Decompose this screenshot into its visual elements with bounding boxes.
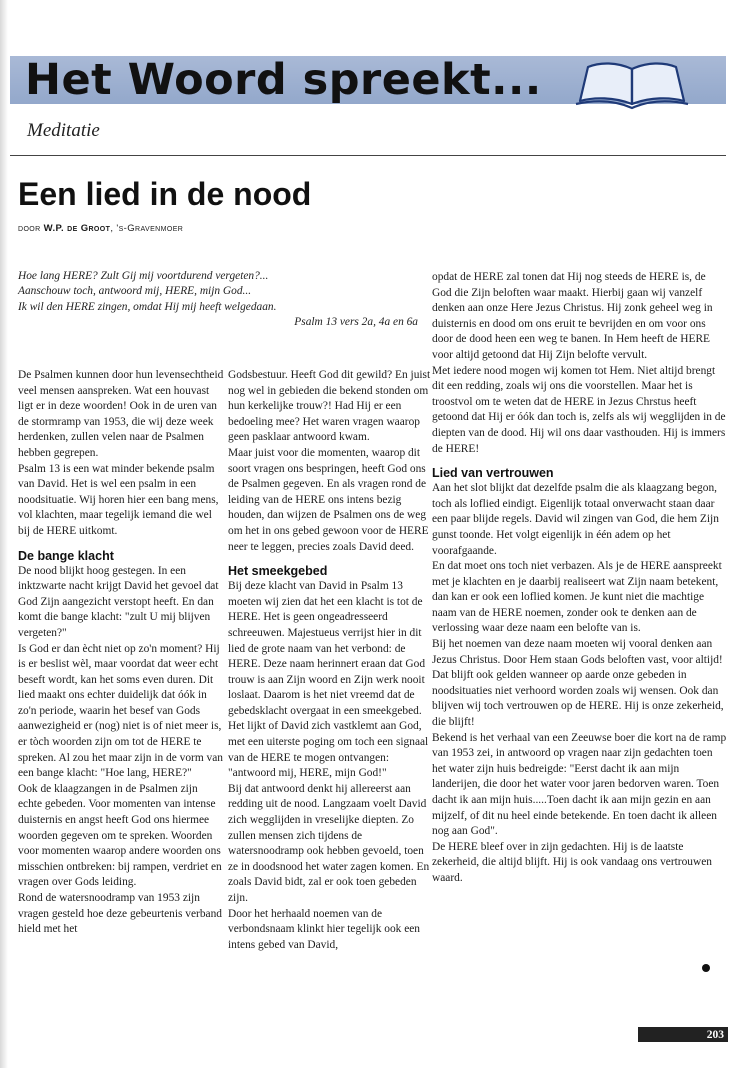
epigraph-line: Ik wil den HERE zingen, omdat Hij mij heeft welgedaan. (18, 300, 277, 313)
column-1 (18, 368, 224, 938)
paragraph: Bij deze klacht van David in Psalm 13 moeten wij zien dat het een klacht is tot de HERE. Het is geen ongeadresseerd schreeuwen. Majestueus verrijst hier in dit lied de grote naam van het verbond: de HERE. Deze naam herinnert eraan dat God trouw is aan Zijn woord en Zijn werk nooit loslaat. Daarom is het niet vreemd dat de gebedsklacht overgaat in een smeekgebed. Het lijkt of David zich vastklemt aan God, met een uiterste poging om toch een signaal van de HERE te mogen ontvangen: "antwoord mij, HERE, mijn God!" (228, 580, 429, 780)
paragraph: En dat moet ons toch niet verbazen. Als je de HERE aanspreekt met je klachten en je daarbij realiseert wat Zijn naam betekent, dan kan er ook een loflied komen. Je kunt niet die machtige naam van de HERE noemen, zonder ook te denken aan de verlossing waar deze naam een belofte van is. (432, 560, 722, 635)
paragraph: Bekend is het verhaal van een Zeeuwse boer die kort na de ramp van 1953 zei, in antwoord op vragen naar zijn gedachten toen het water zijn huis bedreigde: "Eerst dacht ik aan mijn landerijen, die door het water voor jaren bedorven waren. Toen dacht ik aan mijn huis.....Toen dacht ik aan mijn gezin en aan mijzelf, of dit nu heel einde betekende. En toen dacht ik alleen nog aan God". (432, 731, 727, 838)
open-book-icon (572, 57, 692, 111)
column-3 (432, 270, 728, 887)
page-number: 203 (706, 1029, 724, 1041)
byline-author: W.P. de Groot (43, 223, 111, 234)
epigraph (18, 269, 418, 330)
paragraph: Psalm 13 is een wat minder bekende psalm van David. Het is wel een psalm in een noodsituatie. Wij horen hier een bang mens, vol klachten, maar tegelijk iemand die wel bij de HERE uitkomt. (18, 462, 219, 537)
paragraph: De Psalmen kunnen door hun levensechtheid veel mensen aanspreken. Wat een houvast ligt er in deze woorden! Ook in de uren van de stormramp van 1953, die wij deze week herdenken, zullen velen naar de Psalmen hebben gegrepen. (18, 369, 224, 459)
paragraph: Rond de watersnoodramp van 1953 zijn vragen gesteld hoe deze gebeurtenis verband hield met het (18, 892, 222, 936)
paragraph: Aan het slot blijkt dat dezelfde psalm die als klaagzang begon, toch als loflied eindigt. Eigenlijk totaal onverwacht staan daar een paar blijde regels. David wil zingen van God, die hem Zijn gunst toonde. Het volgt eigenlijk in één adem op het voorafgaande. (432, 482, 719, 557)
epigraph-line: Hoe lang HERE? Zult Gij mij voortdurend vergeten?... (18, 270, 269, 282)
epigraph-reference: Psalm 13 vers 2a, 4a en 6a (294, 315, 418, 328)
paragraph: Bij het noemen van deze naam moeten wij vooral denken aan Jezus Christus. Door Hem staan Gods beloften vast, voor altijd! Dat blijft ook gelden wanneer op aarde onze gebeden in noodsituaties niet verhoord worden zoals wij wensen. Ook dan blijven wij toch vertrouwen op de HERE. Hij is onze zekerheid, die blijft! (432, 638, 724, 729)
page-edge-shade (0, 0, 8, 1068)
header-divider (10, 155, 726, 156)
subtitle: Meditatie (27, 120, 100, 141)
paragraph: Maar juist voor die momenten, waarop dit soort vragen ons bespringen, heeft God ons de Psalmen gegeven. En als vragen rond de leiding van de HERE ons intens bezig houden, dan wijzen de Psalmen ons de weg om het in ons gebed gewoon voor de HERE neer te leggen, precies zoals David deed. (228, 446, 429, 553)
byline-location: , 's-Gravenmoer (110, 223, 184, 234)
paragraph: Met iedere nood mogen wij komen tot Hem. Niet altijd brengt dit een redding, zoals wij ons die voorstellen. Maar het is troostvol om te weten dat de HERE in Jezus Chrstus heeft getoond dat Hij er óók dan toch is, zelfs als wij wegglijden in de diepten van de dood. Hij wil ons daar vasthouden. Hij is immers de HERE! (432, 364, 726, 455)
paragraph: Ook de klaagzangen in de Psalmen zijn echte gebeden. Voor momenten van intense duisternis en angst heeft God ons hiermee woorden gegeven om te spreken. Woorden voor momenten waarop andere woorden ons misschien ontbreken: bij rampen, verdriet en vragen over Gods leiding. (18, 782, 222, 889)
paragraph: opdat de HERE zal tonen dat Hij nog steeds de HERE is, de God die Zijn beloften waar maakt. Hierbij gaan wij vanzelf denken aan onze Here Jezus Christus. Hij zonk geheel weg in duisternis en dood om ons eruit te bevrijden en om voor ons door de dood heen een weg te banen. In Hem heeft de HERE voor altijd getoond dat Hij Zijn belofte vervult. (432, 271, 713, 361)
epigraph-line: Aanschouw toch, antwoord mij, HERE, mijn God... (18, 285, 252, 298)
byline-prefix: door (18, 223, 41, 234)
paragraph: Door het herhaald noemen van de verbondsnaam klinkt hier tegelijk ook een intens gebed van David, (228, 907, 421, 951)
paragraph: Bij dat antwoord denkt hij allereerst aan redding uit de nood. Langzaam voelt David zich wegglijden in vreselijke diepten. Zo zullen mensen zich tijdens de watersnoodramp ook hebben gevoeld, toen ze in doodsnood het water zagen komen. En zoals David bidt, zal er ook toen gebeden zijn. (228, 782, 430, 904)
section-title: Het Woord spreekt... (25, 55, 542, 105)
paragraph: Is God er dan ècht niet op zo'n moment? Hij is er beslist wèl, maar voordat dat weer echt beseft wordt, kan het soms even duren. Dit lied maakt ons echter duidelijk dat óók in zo'n periode, waarin het besef van Gods aanwezigheid er (nog) niet is of niet meer is, er tòch woorden zijn om tot de HERE te spreken. Al zou het maar zijn in de vorm van een bange klacht: "Hoe lang, HERE?" (18, 642, 223, 780)
byline (18, 223, 183, 234)
section-heading: Lied van vertrouwen (432, 466, 554, 481)
paragraph: Godsbestuur. Heeft God dit gewild? En juist nog wel in gebieden die bekend stonden om hun kerkelijke trouw?! Had Hij er een bedoeling mee? Het waren vragen waarop geen pasklaar antwoord kwam. (228, 369, 431, 444)
column-2 (228, 368, 431, 953)
end-bullet-icon (702, 964, 710, 972)
paragraph: De HERE bleef over in zijn gedachten. Hij is de laatste zekerheid, die altijd blijft. Hij is ook vandaag ons vertrouwen waard. (432, 840, 712, 884)
article-title: Een lied in de nood (18, 176, 312, 212)
paragraph: De nood blijkt hoog gestegen. In een inktzwarte nacht krijgt David het gevoel dat God Zijn aangezicht verstopt heeft. En dan komt die bange klacht: "zult U mij blijven vergeten?" (18, 564, 219, 639)
section-heading: De bange klacht (18, 548, 114, 563)
section-heading: Het smeekgebed (228, 564, 328, 579)
